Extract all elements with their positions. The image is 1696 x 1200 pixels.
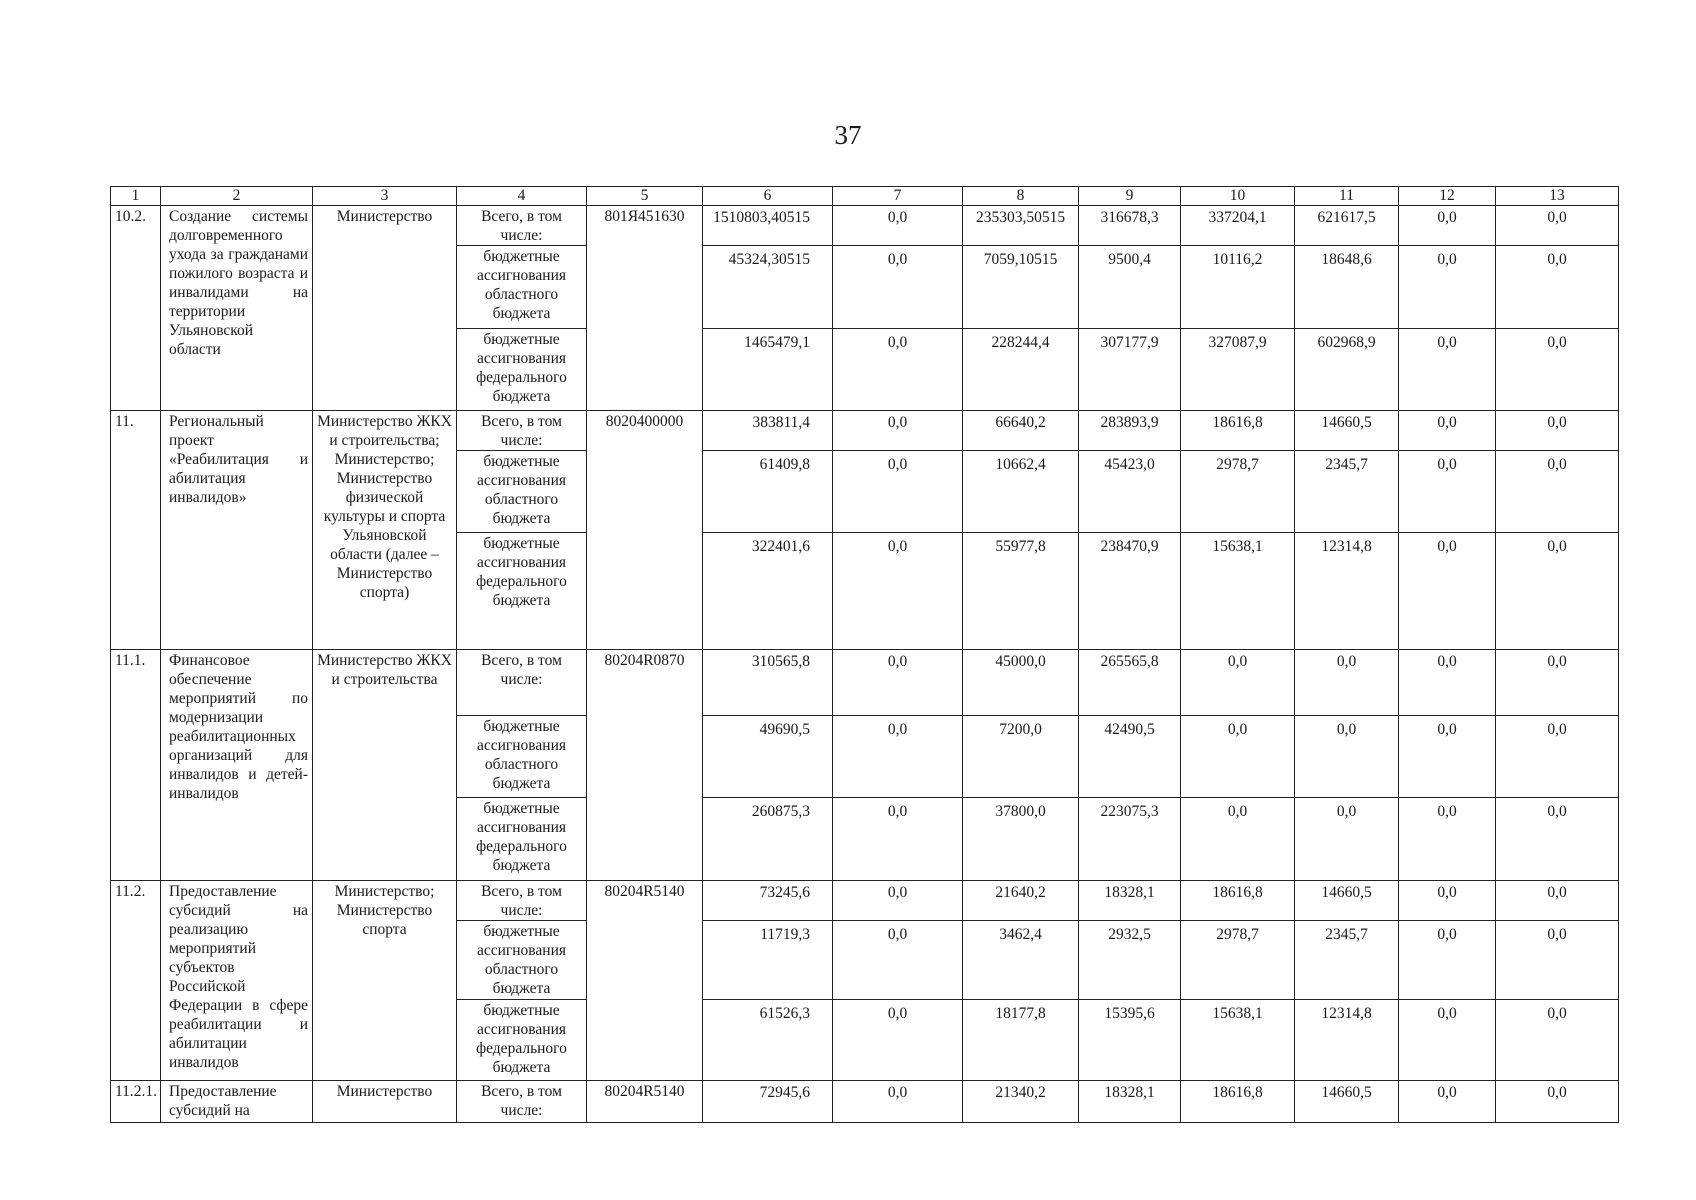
year-amount-cell: 0,0 <box>1295 798 1399 881</box>
total-amount-cell: 260875,3 <box>703 798 833 881</box>
funding-source-cell: бюджетные ассигнования федерального бюджета <box>457 1000 587 1081</box>
year-amount-cell: 2978,7 <box>1181 921 1295 1000</box>
activity-name-cell: Предоставление субсидий на реализацию мероприятий субъектов Российской Федерации в сфере реабилитации и абилитации инвалидов <box>161 881 313 1081</box>
total-amount-cell: 322401,6 <box>703 533 833 650</box>
year-amount-cell: 621617,5 <box>1295 206 1399 246</box>
year-amount-cell: 0,0 <box>1399 650 1496 716</box>
column-number-cell: 4 <box>457 187 587 206</box>
year-amount-cell: 0,0 <box>833 716 963 798</box>
year-amount-cell: 228244,4 <box>963 329 1079 411</box>
year-amount-cell: 0,0 <box>833 329 963 411</box>
responsible-org-cell: Министерство ЖКХ и строительства; Министерство; Министерство физической культуры и спорта Ульяновской области (далее – Министерство спорта) <box>313 411 457 650</box>
year-amount-cell: 0,0 <box>833 650 963 716</box>
column-number-cell: 9 <box>1079 187 1181 206</box>
year-amount-cell: 0,0 <box>1399 411 1496 451</box>
funding-source-cell: Всего, в том числе: <box>457 650 587 716</box>
year-amount-cell: 0,0 <box>833 533 963 650</box>
year-amount-cell: 37800,0 <box>963 798 1079 881</box>
row-number-cell: 11.2. <box>111 881 161 1081</box>
budget-code-cell: 801Я451630 <box>587 206 703 411</box>
year-amount-cell: 0,0 <box>1399 798 1496 881</box>
year-amount-cell: 15638,1 <box>1181 1000 1295 1081</box>
funding-source-cell: бюджетные ассигнования областного бюджета <box>457 246 587 329</box>
year-amount-cell: 0,0 <box>1496 246 1619 329</box>
column-number-cell: 12 <box>1399 187 1496 206</box>
year-amount-cell: 2345,7 <box>1295 451 1399 533</box>
year-amount-cell: 7059,10515 <box>963 246 1079 329</box>
year-amount-cell: 18328,1 <box>1079 1081 1181 1123</box>
year-amount-cell: 0,0 <box>1496 921 1619 1000</box>
column-number-cell: 5 <box>587 187 703 206</box>
year-amount-cell: 12314,8 <box>1295 533 1399 650</box>
year-amount-cell: 55977,8 <box>963 533 1079 650</box>
table-row <box>111 650 1619 716</box>
year-amount-cell: 0,0 <box>1399 881 1496 921</box>
funding-source-cell: бюджетные ассигнования областного бюджета <box>457 451 587 533</box>
year-amount-cell: 2932,5 <box>1079 921 1181 1000</box>
year-amount-cell: 0,0 <box>1496 881 1619 921</box>
year-amount-cell: 10116,2 <box>1181 246 1295 329</box>
total-amount-cell: 61409,8 <box>703 451 833 533</box>
year-amount-cell: 0,0 <box>1496 1081 1619 1123</box>
year-amount-cell: 14660,5 <box>1295 881 1399 921</box>
activity-name-cell: Предоставление субсидий на <box>161 1081 313 1123</box>
row-number-cell: 11.1. <box>111 650 161 881</box>
funding-source-cell: бюджетные ассигнования федерального бюджета <box>457 798 587 881</box>
year-amount-cell: 307177,9 <box>1079 329 1181 411</box>
page-number: 37 <box>834 120 862 150</box>
column-number-cell: 6 <box>703 187 833 206</box>
year-amount-cell: 223075,3 <box>1079 798 1181 881</box>
year-amount-cell: 14660,5 <box>1295 1081 1399 1123</box>
year-amount-cell: 0,0 <box>1399 921 1496 1000</box>
year-amount-cell: 21340,2 <box>963 1081 1079 1123</box>
table-row <box>111 881 1619 921</box>
year-amount-cell: 0,0 <box>1181 716 1295 798</box>
year-amount-cell: 337204,1 <box>1181 206 1295 246</box>
year-amount-cell: 0,0 <box>1399 1000 1496 1081</box>
year-amount-cell: 0,0 <box>1496 1000 1619 1081</box>
row-number-cell: 10.2. <box>111 206 161 411</box>
funding-source-cell: Всего, в том числе: <box>457 881 587 921</box>
total-amount-cell: 73245,6 <box>703 881 833 921</box>
total-amount-cell: 383811,4 <box>703 411 833 451</box>
responsible-org-cell: Министерство ЖКХ и строительства <box>313 650 457 881</box>
year-amount-cell: 2345,7 <box>1295 921 1399 1000</box>
year-amount-cell: 602968,9 <box>1295 329 1399 411</box>
activity-name-cell: Финансовое обеспечение мероприятий по модернизации реабилитационных организаций для инвалидов и детей-инвалидов <box>161 650 313 881</box>
year-amount-cell: 15395,6 <box>1079 1000 1181 1081</box>
year-amount-cell: 0,0 <box>833 411 963 451</box>
column-number-cell: 7 <box>833 187 963 206</box>
year-amount-cell: 14660,5 <box>1295 411 1399 451</box>
responsible-org-cell: Министерство; Министерство спорта <box>313 881 457 1081</box>
total-amount-cell: 61526,3 <box>703 1000 833 1081</box>
year-amount-cell: 10662,4 <box>963 451 1079 533</box>
year-amount-cell: 0,0 <box>1399 716 1496 798</box>
year-amount-cell: 0,0 <box>833 798 963 881</box>
funding-source-cell: бюджетные ассигнования областного бюджета <box>457 716 587 798</box>
year-amount-cell: 327087,9 <box>1181 329 1295 411</box>
column-number-cell: 11 <box>1295 187 1399 206</box>
year-amount-cell: 66640,2 <box>963 411 1079 451</box>
year-amount-cell: 15638,1 <box>1181 533 1295 650</box>
budget-code-cell: 8020400000 <box>587 411 703 650</box>
year-amount-cell: 7200,0 <box>963 716 1079 798</box>
year-amount-cell: 18616,8 <box>1181 1081 1295 1123</box>
year-amount-cell: 18177,8 <box>963 1000 1079 1081</box>
year-amount-cell: 12314,8 <box>1295 1000 1399 1081</box>
year-amount-cell: 0,0 <box>833 246 963 329</box>
total-amount-cell: 11719,3 <box>703 921 833 1000</box>
year-amount-cell: 0,0 <box>833 881 963 921</box>
table-row <box>111 1081 1619 1123</box>
column-number-cell: 10 <box>1181 187 1295 206</box>
column-number-row <box>111 187 1619 206</box>
column-number-cell: 8 <box>963 187 1079 206</box>
funding-source-cell: Всего, в том числе: <box>457 411 587 451</box>
year-amount-cell: 0,0 <box>1399 329 1496 411</box>
budget-code-cell: 80204R5140 <box>587 1081 703 1123</box>
year-amount-cell: 0,0 <box>1295 716 1399 798</box>
year-amount-cell: 0,0 <box>1399 246 1496 329</box>
budget-code-cell: 80204R5140 <box>587 881 703 1081</box>
funding-source-cell: бюджетные ассигнования областного бюджета <box>457 921 587 1000</box>
year-amount-cell: 0,0 <box>1496 206 1619 246</box>
year-amount-cell: 0,0 <box>833 1000 963 1081</box>
column-number-cell: 3 <box>313 187 457 206</box>
year-amount-cell: 0,0 <box>833 451 963 533</box>
year-amount-cell: 0,0 <box>1496 533 1619 650</box>
column-number-cell: 1 <box>111 187 161 206</box>
column-number-cell: 2 <box>161 187 313 206</box>
responsible-org-cell: Министерство <box>313 1081 457 1123</box>
year-amount-cell: 42490,5 <box>1079 716 1181 798</box>
table-row <box>111 206 1619 246</box>
activity-name-cell: Региональный проект «Реабилитация и абилитация инвалидов» <box>161 411 313 650</box>
year-amount-cell: 9500,4 <box>1079 246 1181 329</box>
year-amount-cell: 0,0 <box>1496 451 1619 533</box>
year-amount-cell: 0,0 <box>1496 798 1619 881</box>
year-amount-cell: 0,0 <box>833 206 963 246</box>
year-amount-cell: 21640,2 <box>963 881 1079 921</box>
year-amount-cell: 238470,9 <box>1079 533 1181 650</box>
budget-table <box>110 186 1619 1123</box>
funding-source-cell: бюджетные ассигнования федерального бюджета <box>457 533 587 650</box>
funding-source-cell: бюджетные ассигнования федерального бюджета <box>457 329 587 411</box>
budget-code-cell: 80204R0870 <box>587 650 703 881</box>
year-amount-cell: 0,0 <box>1399 1081 1496 1123</box>
activity-name-cell: Создание системы долговременного ухода за гражданами пожилого возраста и инвалидами на территории Ульяновской области <box>161 206 313 411</box>
year-amount-cell: 45000,0 <box>963 650 1079 716</box>
year-amount-cell: 2978,7 <box>1181 451 1295 533</box>
year-amount-cell: 3462,4 <box>963 921 1079 1000</box>
row-number-cell: 11. <box>111 411 161 650</box>
year-amount-cell: 0,0 <box>1496 329 1619 411</box>
year-amount-cell: 0,0 <box>1496 411 1619 451</box>
year-amount-cell: 265565,8 <box>1079 650 1181 716</box>
responsible-org-cell: Министерство <box>313 206 457 411</box>
year-amount-cell: 18616,8 <box>1181 411 1295 451</box>
year-amount-cell: 0,0 <box>1399 206 1496 246</box>
funding-source-cell: Всего, в том числе: <box>457 206 587 246</box>
year-amount-cell: 0,0 <box>1295 650 1399 716</box>
total-amount-cell: 310565,8 <box>703 650 833 716</box>
year-amount-cell: 0,0 <box>833 921 963 1000</box>
total-amount-cell: 45324,30515 <box>703 246 833 329</box>
year-amount-cell: 235303,50515 <box>963 206 1079 246</box>
total-amount-cell: 1510803,40515 <box>703 206 833 246</box>
year-amount-cell: 0,0 <box>1496 650 1619 716</box>
year-amount-cell: 316678,3 <box>1079 206 1181 246</box>
year-amount-cell: 0,0 <box>1399 533 1496 650</box>
column-number-cell: 13 <box>1496 187 1619 206</box>
table-row <box>111 411 1619 451</box>
total-amount-cell: 49690,5 <box>703 716 833 798</box>
year-amount-cell: 0,0 <box>1399 451 1496 533</box>
year-amount-cell: 18328,1 <box>1079 881 1181 921</box>
year-amount-cell: 0,0 <box>833 1081 963 1123</box>
row-number-cell: 11.2.1. <box>111 1081 161 1123</box>
funding-source-cell: Всего, в том числе: <box>457 1081 587 1123</box>
year-amount-cell: 45423,0 <box>1079 451 1181 533</box>
year-amount-cell: 18648,6 <box>1295 246 1399 329</box>
total-amount-cell: 72945,6 <box>703 1081 833 1123</box>
year-amount-cell: 283893,9 <box>1079 411 1181 451</box>
year-amount-cell: 0,0 <box>1496 716 1619 798</box>
total-amount-cell: 1465479,1 <box>703 329 833 411</box>
year-amount-cell: 0,0 <box>1181 798 1295 881</box>
year-amount-cell: 0,0 <box>1181 650 1295 716</box>
year-amount-cell: 18616,8 <box>1181 881 1295 921</box>
